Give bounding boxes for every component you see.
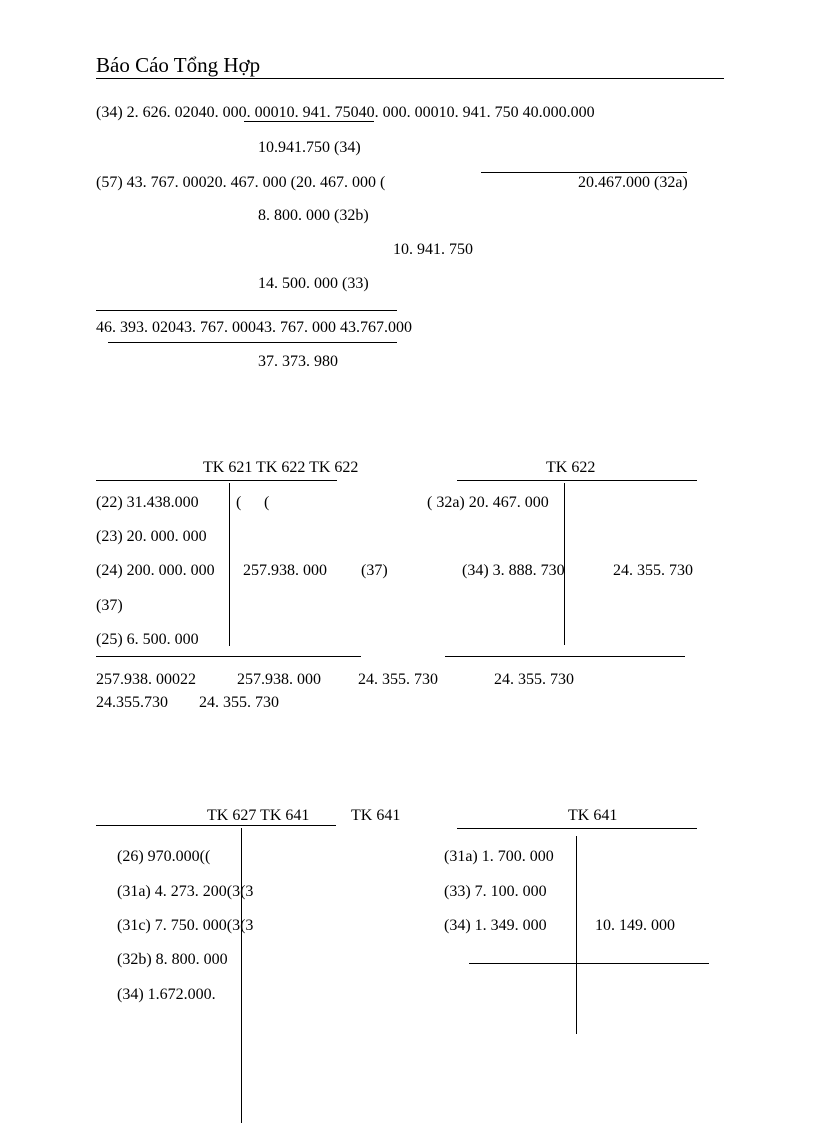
tk621-entry-2: (23) 20. 000. 000: [96, 528, 207, 545]
tk641-bottom-rule: [469, 963, 709, 964]
tk627-title: TK 627 TK 641: [207, 807, 310, 824]
section1-underline-1: [244, 121, 374, 122]
page-title: Báo Cáo Tổng Hợp: [96, 53, 261, 77]
tk622-bottom-rule: [445, 656, 685, 657]
tk621-entry-1: (22) 31.438.000: [96, 494, 199, 511]
section1-line-8: 46. 393. 02043. 767. 00043. 767. 000 43.767.000: [96, 319, 412, 336]
totals-2-b: 24. 355. 730: [199, 694, 279, 711]
tk622-entry-2: (34) 3. 888. 730: [462, 562, 565, 579]
tk627-entry-2: (31a) 4. 273. 200(3(3: [117, 883, 254, 900]
tk641-title: TK 641: [568, 807, 618, 824]
tk627-entry-4: (32b) 8. 800. 000: [117, 951, 228, 968]
tk627-title-extra: TK 641: [351, 807, 401, 824]
tk621-entry-3: (24) 200. 000. 000: [96, 562, 215, 579]
section1-total-rule-bottom: [108, 342, 397, 343]
tk641-credit: 10. 149. 000: [595, 917, 675, 934]
tk627-entry-5: (34) 1.672.000.: [117, 986, 216, 1003]
section1-line-9: 37. 373. 980: [258, 353, 338, 370]
tk641-top-rule: [457, 828, 697, 829]
section1-line-5: 8. 800. 000 (32b): [258, 207, 369, 224]
tk622-title: TK 622: [546, 459, 596, 476]
totals-1-b: 257.938. 000: [237, 671, 321, 688]
tk621-bottom-rule: [96, 656, 361, 657]
tk621-credit: 257.938. 000: [243, 562, 327, 579]
section1-line-4: 20.467.000 (32a): [578, 174, 688, 191]
tk641-entry-2: (33) 7. 100. 000: [444, 883, 547, 900]
tk621-paren-1: (: [236, 494, 242, 511]
totals-1-a: 257.938. 00022: [96, 671, 196, 688]
totals-1-c: 24. 355. 730: [358, 671, 438, 688]
tk621-divider: [229, 483, 230, 646]
tk641-divider: [576, 836, 577, 1034]
tk621-entry-5: (25) 6. 500. 000: [96, 631, 199, 648]
tk621-credit-ref: (37): [361, 562, 388, 579]
tk641-entry-3: (34) 1. 349. 000: [444, 917, 547, 934]
section1-line-7: 14. 500. 000 (33): [258, 275, 369, 292]
tk621-entry-4: (37): [96, 597, 123, 614]
tk627-entry-3: (31c) 7. 750. 000(3(3: [117, 917, 254, 934]
tk627-divider: [241, 828, 242, 1123]
totals-2-a: 24.355.730: [96, 694, 168, 711]
tk627-top-rule: [96, 825, 336, 826]
tk627-entry-1: (26) 970.000((: [117, 848, 211, 865]
tk622-entry-1: ( 32a) 20. 467. 000: [427, 494, 549, 511]
tk641-entry-1: (31a) 1. 700. 000: [444, 848, 554, 865]
totals-1-d: 24. 355. 730: [494, 671, 574, 688]
section1-line-3: (57) 43. 767. 00020. 467. 000 (20. 467. 000 (: [96, 174, 386, 191]
section1-line-6: 10. 941. 750: [393, 241, 473, 258]
tk621-paren-2: (: [264, 494, 270, 511]
tk622-credit: 24. 355. 730: [613, 562, 693, 579]
tk621-title: TK 621 TK 622 TK 622: [203, 459, 359, 476]
section1-line-2: 10.941.750 (34): [258, 139, 361, 156]
header-rule: [96, 78, 724, 79]
section1-rule-right: [481, 172, 687, 173]
section1-line-1: (34) 2. 626. 02040. 000. 00010. 941. 75040. 000. 00010. 941. 750 40.000.000: [96, 104, 595, 121]
tk622-top-rule: [457, 480, 697, 481]
tk621-top-rule: [96, 480, 337, 481]
section1-total-rule-top: [96, 310, 397, 311]
